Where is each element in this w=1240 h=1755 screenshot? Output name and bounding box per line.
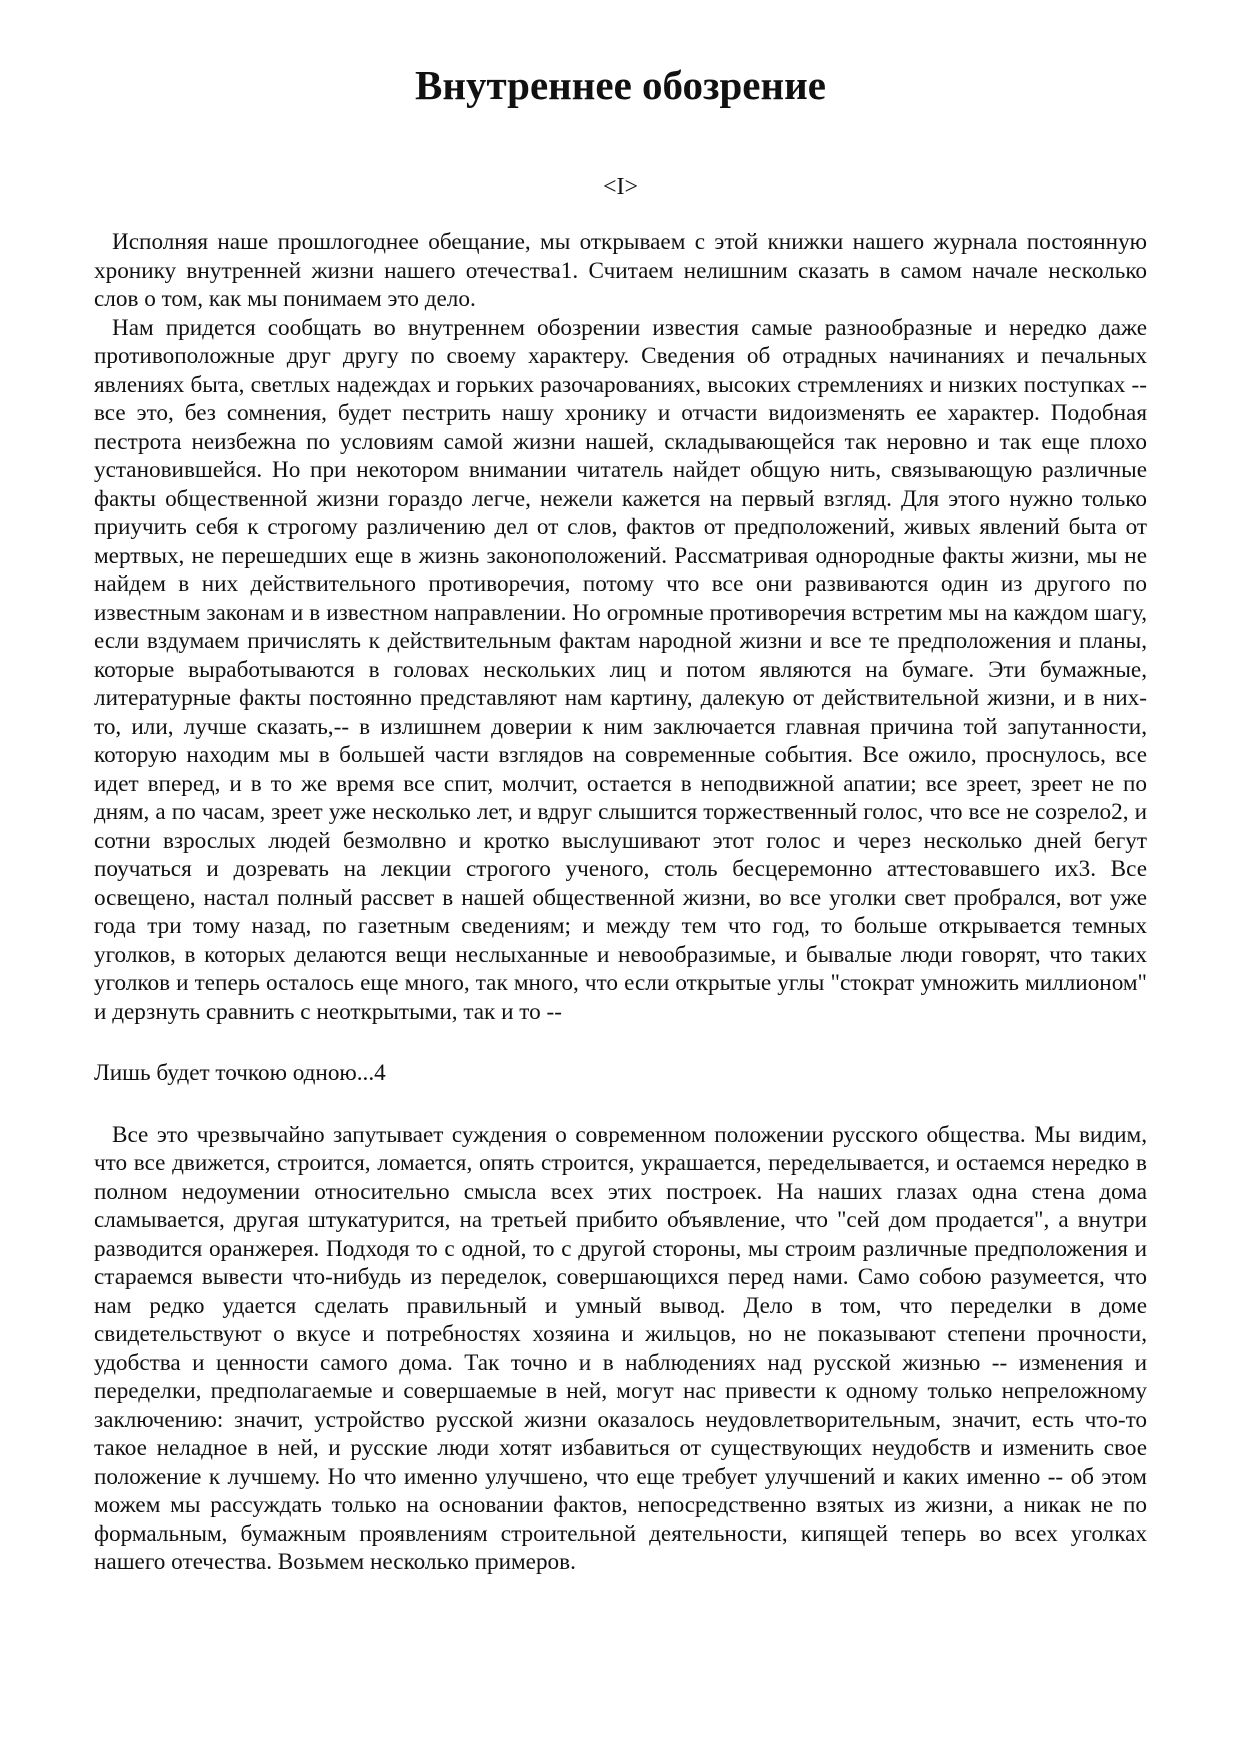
document-page — [94, 50, 1147, 1577]
section-number: <I> — [602, 174, 639, 200]
body-text-block — [94, 228, 1147, 1026]
paragraph-2: Нам придется сообщать во внутреннем обозрении известия самые разнообразные и нередко даже противоположные друг другу по своему характеру. Сведения об отрадных начинаниях и печальных явлениях быта, светлых надеждах и горьких разочарованиях, высоких стремлениях и низких поступках -- все это, без сомнения, будет пестрить нашу хронику и отчасти видоизменять ее характер. Подобная пестрота неизбежна по условиям самой жизни нашей, складывающейся так неровно и так еще плохо установившейся. Но при некотором внимании читатель найдет общую нить, связывающую различные факты общественной жизни гораздо легче, нежели кажется на первый взгляд. Для этого нужно только приучить себя к строгому различению дел от слов, фактов от предположений, живых явлений быта от мертвых, не перешедших еще в жизнь законоположений. Рассматривая однородные факты жизни, мы не найдем в них действительного противоречия, потому что все они развиваются один из другого по известным законам и в известном направлении. Но огромные противоречия встретим мы на каждом шагу, если вздумаем причислять к действительным фактам народной жизни и все те предположения и планы, которые выработываются в головах нескольких лиц и потом являются на бумаге. Эти бумажные, литературные факты постоянно представляют нам картину, далекую от действительной жизни, и в них-то, или, лучше сказать,-- в излишнем доверии к ним заключается главная причина той запутанности, которую находим мы в большей части взглядов на современные события. Все ожило, проснулось, все идет вперед, и в то же время все спит, молчит, остается в неподвижной апатии; все зреет, зреет не по дням, а по часам, зреет уже несколько лет, и вдруг слышится торжественный голос, что все не созрело2, и сотни взрослых людей безмолвно и кротко выслушивают этот голос и через несколько дней бегут поучаться и дозревать на лекции строгого ученого, столь бесцеремонно аттестовавшего их3. Все освещено, настал полный рассвет в нашей общественной жизни, во все уголки свет пробрался, вот уже года три тому назад, по газетным сведениям; и между тем что год, то больше открывается темных уголков, в которых делаются вещи неслыханные и невообразимые, и бывалые люди говорят, что таких уголков и теперь осталось еще много, так много, что если открытые углы "стократ умножить миллионом" и дерзнуть сравнить с неоткрытыми, так и то -- — [94, 314, 1147, 1025]
verse-quote: Лишь будет точкою одною...4 — [94, 1060, 386, 1086]
paragraph-1: Исполняя наше прошлогоднее обещание, мы открываем с этой книжки нашего журнала постоянную хронику внутренней жизни нашего отечества1. Считаем нелишним сказать в самом начале несколько слов о том, как мы понимаем это дело. — [94, 229, 1147, 312]
body-text-block-2 — [94, 1121, 1147, 1577]
page-title: Внутреннее обозрение — [415, 62, 826, 108]
paragraph-3: Все это чрезвычайно запутывает суждения о современном положении русского общества. Мы видим, что все движется, строится, ломается, опять строится, украшается, переделывается, и остаемся нередко в полном недоумении относительно смысла всех этих построек. На наших глазах одна стена дома сламывается, другая штукатурится, на третьей прибито объявление, что "сей дом продается", а внутри разводится оранжерея. Подходя то с одной, то с другой стороны, мы строим различные предположения и стараемся вывести что-нибудь из переделок, совершающихся перед нами. Само собою разумеется, что нам редко удается сделать правильный и умный вывод. Дело в том, что переделки в доме свидетельствуют о вкусе и потребностях хозяина и жильцов, но не показывают степени прочности, удобства и ценности самого дома. Так точно и в наблюдениях над русской жизнью -- изменения и переделки, предполагаемые и совершаемые в ней, могут нас привести к одному только непреложному заключению: значит, устройство русской жизни оказалось неудовлетворительным, значит, есть что-то такое неладное в ней, и русские люди хотят избавиться от существующих неудобств и изменить свое положение к лучшему. Но что именно улучшено, что еще требует улучшений и каких именно -- об этом можем мы рассуждать только на основании фактов, непосредственно взятых из жизни, а никак не по формальным, бумажным проявлениям строительной деятельности, кипящей теперь во всех уголках нашего отечества. Возьмем несколько примеров. — [94, 1121, 1147, 1575]
